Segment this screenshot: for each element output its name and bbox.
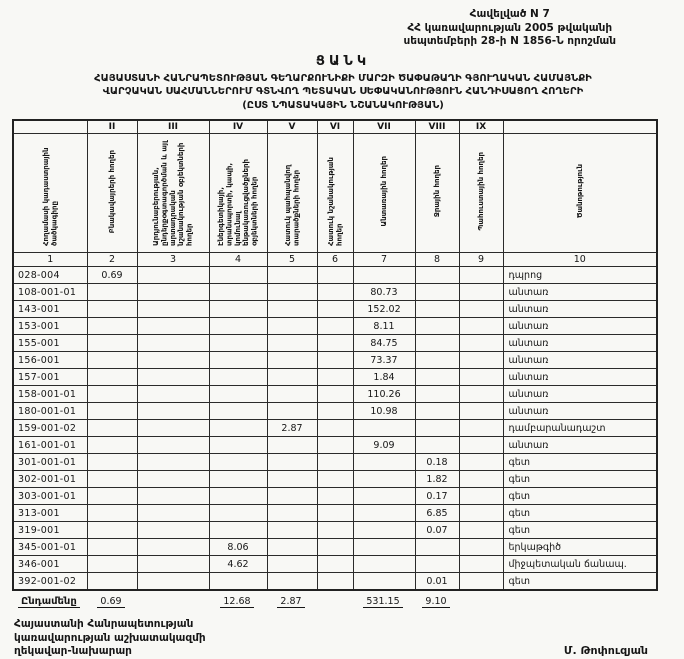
area-value-cell xyxy=(87,301,137,318)
area-value-cell: 2.87 xyxy=(267,420,317,437)
area-value-cell xyxy=(209,471,267,488)
area-value-cell xyxy=(137,488,209,505)
column-header-cell xyxy=(209,134,267,253)
area-value-cell: 0.07 xyxy=(415,522,459,539)
parcel-code-cell: 302-001-01 xyxy=(13,471,87,488)
area-value-cell: 8.11 xyxy=(353,318,415,335)
area-value-cell xyxy=(87,284,137,301)
area-value-cell xyxy=(459,369,503,386)
area-value-cell xyxy=(317,335,353,352)
area-value-cell: 9.09 xyxy=(353,437,415,454)
area-value-cell xyxy=(353,522,415,539)
area-value-cell xyxy=(317,386,353,403)
area-value-cell xyxy=(267,267,317,284)
area-value-cell xyxy=(267,556,317,573)
area-value-cell xyxy=(267,573,317,590)
area-value-cell xyxy=(87,505,137,522)
area-value-cell xyxy=(459,573,503,590)
area-value-cell xyxy=(459,318,503,335)
area-value-cell xyxy=(317,301,353,318)
area-value-cell xyxy=(415,420,459,437)
note-cell: անտառ xyxy=(503,386,657,403)
totals-value-cell xyxy=(458,594,502,610)
area-value-cell xyxy=(317,471,353,488)
area-value-cell xyxy=(137,403,209,420)
area-value-cell xyxy=(459,471,503,488)
area-value-cell xyxy=(87,335,137,352)
area-value-cell xyxy=(459,556,503,573)
column-number-cell: 5 xyxy=(267,253,317,267)
area-value-cell xyxy=(317,437,353,454)
table-body xyxy=(13,267,657,590)
column-header-label: Արդյունաբերության, ընդերքօգտագործման և այլ արտադրական նշանակության օբյեկտների հողեր xyxy=(152,141,194,247)
area-value-cell xyxy=(137,437,209,454)
area-value-cell xyxy=(267,454,317,471)
column-number-cell: 6 xyxy=(317,253,353,267)
area-value-cell xyxy=(137,318,209,335)
area-value-cell xyxy=(137,301,209,318)
column-header-cell xyxy=(137,134,209,253)
area-value-cell: 0.18 xyxy=(415,454,459,471)
area-value-cell: 1.84 xyxy=(353,369,415,386)
totals-value: 0.69 xyxy=(97,596,124,608)
totals-value-cell xyxy=(208,594,266,610)
area-value-cell xyxy=(459,403,503,420)
area-value-cell xyxy=(267,522,317,539)
parcel-code-cell: 345-001-01 xyxy=(13,539,87,556)
area-value-cell xyxy=(87,556,137,573)
table-row xyxy=(13,284,657,301)
totals-value-cell xyxy=(136,594,208,610)
parcel-code-cell: 313-001 xyxy=(13,505,87,522)
area-value-cell: 4.62 xyxy=(209,556,267,573)
parcel-code-cell: 392-001-02 xyxy=(13,573,87,590)
area-value-cell xyxy=(209,267,267,284)
note-cell: անտառ xyxy=(503,369,657,386)
column-number-cell: 7 xyxy=(353,253,415,267)
area-value-cell xyxy=(267,335,317,352)
column-header-label: Հատուկ նշանակության հողեր xyxy=(326,157,343,247)
area-value-cell xyxy=(209,505,267,522)
note-cell: երկաթգիծ xyxy=(503,539,657,556)
roman-numeral-cell: VI xyxy=(317,120,353,134)
area-value-cell: 1.82 xyxy=(415,471,459,488)
totals-value-cell xyxy=(316,594,352,610)
note-cell: գետ xyxy=(503,505,657,522)
roman-numeral-cell: IV xyxy=(209,120,267,134)
area-value-cell xyxy=(267,284,317,301)
column-header-cell xyxy=(267,134,317,253)
table-row xyxy=(13,369,657,386)
area-value-cell xyxy=(459,522,503,539)
area-value-cell xyxy=(87,420,137,437)
column-header-cell xyxy=(317,134,353,253)
area-value-cell xyxy=(87,403,137,420)
parcel-code-cell: 108-001-01 xyxy=(13,284,87,301)
area-value-cell xyxy=(415,437,459,454)
column-header-label: Ջրային հողեր xyxy=(432,165,441,218)
roman-numeral-cell: II xyxy=(87,120,137,134)
parcel-code-cell: 158-001-01 xyxy=(13,386,87,403)
note-cell: անտառ xyxy=(503,352,657,369)
area-value-cell xyxy=(353,267,415,284)
column-header-cell xyxy=(353,134,415,253)
column-header-label: Հողամասի կադաստրային ծածկագիրը xyxy=(41,147,59,247)
area-value-cell xyxy=(459,505,503,522)
table-row xyxy=(13,267,657,284)
column-number-cell: 3 xyxy=(137,253,209,267)
table-row xyxy=(13,403,657,420)
signatory-title xyxy=(14,618,206,659)
table-row xyxy=(13,471,657,488)
table-row xyxy=(13,505,657,522)
note-cell: գետ xyxy=(503,573,657,590)
table-row xyxy=(13,556,657,573)
parcel-code-cell: 155-001 xyxy=(13,335,87,352)
land-parcels-table xyxy=(12,119,658,591)
table-row xyxy=(13,488,657,505)
roman-numeral-cell xyxy=(13,120,87,134)
area-value-cell xyxy=(415,369,459,386)
area-value-cell xyxy=(87,454,137,471)
area-value-cell xyxy=(267,301,317,318)
area-value-cell: 0.01 xyxy=(415,573,459,590)
totals-value: 531.15 xyxy=(363,596,402,608)
area-value-cell xyxy=(137,505,209,522)
area-value-cell xyxy=(317,522,353,539)
area-value-cell xyxy=(137,522,209,539)
totals-value: 12.68 xyxy=(220,596,253,608)
area-value-cell xyxy=(317,352,353,369)
area-value-cell xyxy=(317,403,353,420)
area-value-cell xyxy=(353,420,415,437)
area-value-cell xyxy=(317,369,353,386)
table-row xyxy=(13,386,657,403)
table-row xyxy=(13,437,657,454)
totals-value: 9.10 xyxy=(422,596,449,608)
note-cell: գետ xyxy=(503,471,657,488)
area-value-cell xyxy=(459,352,503,369)
area-value-cell xyxy=(209,454,267,471)
document-title: ՑԱՆԿ xyxy=(315,53,371,69)
area-value-cell xyxy=(267,505,317,522)
parcel-code-cell: 153-001 xyxy=(13,318,87,335)
parcel-code-cell: 180-001-01 xyxy=(13,403,87,420)
area-value-cell xyxy=(267,539,317,556)
area-value-cell xyxy=(317,488,353,505)
totals-label-cell xyxy=(12,594,86,610)
area-value-cell xyxy=(87,573,137,590)
note-cell: անտառ xyxy=(503,301,657,318)
note-cell: գետ xyxy=(503,488,657,505)
area-value-cell: 10.98 xyxy=(353,403,415,420)
column-number-cell: 1 xyxy=(13,253,87,267)
area-value-cell xyxy=(87,386,137,403)
area-value-cell xyxy=(459,539,503,556)
area-value-cell xyxy=(459,420,503,437)
area-value-cell xyxy=(317,556,353,573)
area-value-cell xyxy=(353,454,415,471)
area-value-cell xyxy=(459,454,503,471)
column-number-cell: 10 xyxy=(503,253,657,267)
totals-row xyxy=(12,594,656,610)
totals-value-cell xyxy=(86,594,136,610)
table-row xyxy=(13,454,657,471)
area-value-cell xyxy=(415,301,459,318)
area-value-cell xyxy=(317,573,353,590)
area-value-cell xyxy=(317,284,353,301)
area-value-cell xyxy=(209,488,267,505)
column-number-row xyxy=(13,253,657,267)
parcel-code-cell: 156-001 xyxy=(13,352,87,369)
note-cell: միջպետական ճանապ. xyxy=(503,556,657,573)
area-value-cell xyxy=(267,403,317,420)
heading-line: ՎԱՐՉԱԿԱՆ ՍԱՀՄԱՆՆԵՐՈՒՄ ԳՏՆՎՈՂ ՊԵՏԱԿԱՆ ՍԵՓԱԿԱՆՈՒԹՅՈՒՆ ՀԱՆԴԻՍԱՑՈՂ ՀՈՂԵՐԻ xyxy=(102,86,584,98)
area-value-cell xyxy=(209,386,267,403)
area-value-cell xyxy=(415,335,459,352)
roman-numeral-row xyxy=(13,120,657,134)
area-value-cell: 8.06 xyxy=(209,539,267,556)
area-value-cell: 73.37 xyxy=(353,352,415,369)
column-number-cell: 9 xyxy=(459,253,503,267)
roman-numeral-cell: VIII xyxy=(415,120,459,134)
area-value-cell xyxy=(137,284,209,301)
area-value-cell xyxy=(209,318,267,335)
note-cell: անտառ xyxy=(503,403,657,420)
area-value-cell xyxy=(353,539,415,556)
annex-line: ՀՀ կառավարության 2005 թվականի xyxy=(407,21,613,34)
area-value-cell xyxy=(459,488,503,505)
totals-value: 2.87 xyxy=(277,596,304,608)
signatory-name: Մ. Թոփուզյան xyxy=(563,643,648,657)
area-value-cell xyxy=(353,573,415,590)
parcel-code-cell: 143-001 xyxy=(13,301,87,318)
area-value-cell xyxy=(137,369,209,386)
area-value-cell xyxy=(353,471,415,488)
area-value-cell xyxy=(209,573,267,590)
area-value-cell xyxy=(267,318,317,335)
roman-numeral-cell: V xyxy=(267,120,317,134)
note-cell: անտառ xyxy=(503,335,657,352)
area-value-cell: 6.85 xyxy=(415,505,459,522)
area-value-cell xyxy=(137,539,209,556)
area-value-cell xyxy=(459,335,503,352)
totals-value-cell xyxy=(266,594,316,610)
parcel-code-cell: 159-001-02 xyxy=(13,420,87,437)
area-value-cell xyxy=(209,403,267,420)
area-value-cell xyxy=(415,352,459,369)
parcel-code-cell: 346-001 xyxy=(13,556,87,573)
area-value-cell xyxy=(415,539,459,556)
area-value-cell xyxy=(87,488,137,505)
column-header-label: Բնակավայրերի հողեր xyxy=(107,149,116,234)
area-value-cell xyxy=(459,386,503,403)
note-cell: անտառ xyxy=(503,284,657,301)
note-cell: գետ xyxy=(503,522,657,539)
table-row xyxy=(13,420,657,437)
area-value-cell: 110.26 xyxy=(353,386,415,403)
area-value-cell xyxy=(415,267,459,284)
note-cell: անտառ xyxy=(503,318,657,335)
area-value-cell xyxy=(317,318,353,335)
area-value-cell xyxy=(267,386,317,403)
parcel-code-cell: 028-004 xyxy=(13,267,87,284)
area-value-cell xyxy=(137,573,209,590)
roman-numeral-cell: IX xyxy=(459,120,503,134)
area-value-cell xyxy=(459,284,503,301)
column-header-row xyxy=(13,134,657,253)
area-value-cell xyxy=(209,284,267,301)
column-number-cell: 8 xyxy=(415,253,459,267)
area-value-cell xyxy=(459,267,503,284)
area-value-cell xyxy=(459,301,503,318)
parcel-code-cell: 161-001-01 xyxy=(13,437,87,454)
note-cell: դպրոց xyxy=(503,267,657,284)
area-value-cell xyxy=(137,420,209,437)
area-value-cell xyxy=(267,488,317,505)
area-value-cell xyxy=(87,352,137,369)
area-value-cell xyxy=(209,420,267,437)
area-value-cell xyxy=(317,454,353,471)
signatory-title-line: կառավարության աշխատակազմի xyxy=(14,631,206,644)
table-row xyxy=(13,318,657,335)
area-value-cell: 84.75 xyxy=(353,335,415,352)
area-value-cell xyxy=(209,437,267,454)
area-value-cell xyxy=(317,267,353,284)
area-value-cell xyxy=(209,352,267,369)
area-value-cell xyxy=(353,505,415,522)
area-value-cell xyxy=(87,318,137,335)
area-value-cell xyxy=(209,522,267,539)
column-header-label: Պահուստային հողեր xyxy=(476,152,485,231)
document-heading xyxy=(12,72,674,113)
column-header-cell xyxy=(459,134,503,253)
signatory-title-line: Հայաստանի Հանրապետության xyxy=(14,617,194,630)
area-value-cell xyxy=(415,318,459,335)
roman-numeral-cell: III xyxy=(137,120,209,134)
annex-line: Հավելված N 7 xyxy=(469,8,550,20)
table-row xyxy=(13,539,657,556)
area-value-cell xyxy=(353,488,415,505)
parcel-code-cell: 301-001-01 xyxy=(13,454,87,471)
area-value-cell xyxy=(415,284,459,301)
area-value-cell: 0.69 xyxy=(87,267,137,284)
area-value-cell xyxy=(267,369,317,386)
note-cell: անտառ xyxy=(503,437,657,454)
table-row xyxy=(13,335,657,352)
table-row xyxy=(13,573,657,590)
area-value-cell xyxy=(137,352,209,369)
totals-value-cell xyxy=(502,594,656,610)
annex-line: սեպտեմբերի 28-ի N 1856-Ն որոշման xyxy=(403,35,616,48)
heading-line: ՀԱՅԱՍՏԱՆԻ ՀԱՆՐԱՊԵՏՈՒԹՅԱՆ ԳԵՂԱՐՔՈՒՆԻՔԻ ՄԱՐԶԻ ԾԱՓԱԹԱՂԻ ԳՅՈՒՂԱԿԱՆ ՀԱՄԱՅՆՔԻ xyxy=(94,72,592,84)
area-value-cell xyxy=(137,454,209,471)
totals-value-cell xyxy=(352,594,414,610)
area-value-cell xyxy=(137,471,209,488)
column-header-label: Էներգետիկայի, տրանսպորտի, կապի, կոմունալ ենթակառուցվածքների օբյեկտների հողեր xyxy=(217,159,259,247)
area-value-cell xyxy=(137,556,209,573)
roman-numeral-cell xyxy=(503,120,657,134)
column-header-label: Անտառային հողեր xyxy=(379,156,388,227)
column-number-cell: 4 xyxy=(209,253,267,267)
area-value-cell xyxy=(267,352,317,369)
area-value-cell: 152.02 xyxy=(353,301,415,318)
area-value-cell xyxy=(209,369,267,386)
parcel-code-cell: 157-001 xyxy=(13,369,87,386)
annex-reference xyxy=(403,8,616,49)
area-value-cell xyxy=(415,403,459,420)
area-value-cell xyxy=(87,522,137,539)
area-value-cell xyxy=(317,505,353,522)
parcel-code-cell: 303-001-01 xyxy=(13,488,87,505)
area-value-cell xyxy=(209,335,267,352)
area-value-cell: 0.17 xyxy=(415,488,459,505)
note-cell: գետ xyxy=(503,454,657,471)
table-row xyxy=(13,301,657,318)
area-value-cell: 80.73 xyxy=(353,284,415,301)
table-row xyxy=(13,522,657,539)
column-header-label: Ծանոթություն xyxy=(575,164,584,219)
area-value-cell xyxy=(87,369,137,386)
area-value-cell xyxy=(87,471,137,488)
area-value-cell xyxy=(87,437,137,454)
signature-block xyxy=(12,618,674,659)
column-header-cell xyxy=(87,134,137,253)
heading-line: (ԸՍՏ ՆՊԱՏԱԿԱՅԻՆ ՆՇԱՆԱԿՈՒԹՅԱՆ) xyxy=(242,99,444,111)
area-value-cell xyxy=(415,386,459,403)
column-header-cell xyxy=(415,134,459,253)
area-value-cell xyxy=(209,301,267,318)
area-value-cell xyxy=(459,437,503,454)
signatory-title-line: ղեկավար-նախարար xyxy=(14,645,132,658)
column-header-cell xyxy=(13,134,87,253)
roman-numeral-cell: VII xyxy=(353,120,415,134)
area-value-cell xyxy=(137,386,209,403)
area-value-cell xyxy=(137,335,209,352)
totals-table xyxy=(12,594,656,610)
totals-label: Ընդամենը xyxy=(18,596,80,608)
area-value-cell xyxy=(353,556,415,573)
area-value-cell xyxy=(267,471,317,488)
area-value-cell xyxy=(415,556,459,573)
area-value-cell xyxy=(137,267,209,284)
area-value-cell xyxy=(317,539,353,556)
note-cell: դամբարանադաշտ xyxy=(503,420,657,437)
area-value-cell xyxy=(267,437,317,454)
area-value-cell xyxy=(87,539,137,556)
column-header-cell xyxy=(503,134,657,253)
totals-value-cell xyxy=(414,594,458,610)
table-row xyxy=(13,352,657,369)
column-header-label: Հատուկ պահպանվող տարածքների հողեր xyxy=(283,165,300,247)
area-value-cell xyxy=(317,420,353,437)
column-number-cell: 2 xyxy=(87,253,137,267)
parcel-code-cell: 319-001 xyxy=(13,522,87,539)
